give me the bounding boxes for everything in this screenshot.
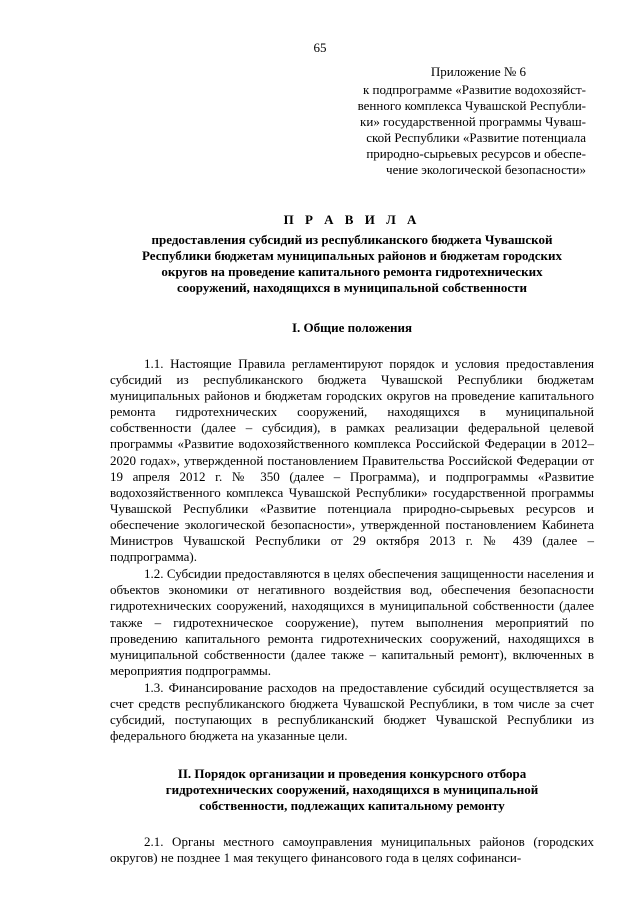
annex-header: [340, 64, 586, 178]
annex-line: ки» государственной программы Чуваш-: [360, 114, 586, 129]
paragraph-1-1: 1.1. Настоящие Правила регламентируют порядок и условия предоставления субсидий из республиканского бюджета Чувашской Республики бюджетам муниципальных районов и бюджетам городских округов на проведение капитального ремонта гидротехнических сооружений, находящихся в муниципальной собственности (далее – субсидия), в рамках реализации федеральной целевой программы «Развитие водохозяйственного комплекса Российской Федерации в 2012–2020 годах», утвержденной постановлением Правительства Российской Федерации от 19 апреля 2012 г. № 350 (далее – Программа), и подпрограммы «Развитие водохозяйственного комплекса Чувашской Республики» государственной программы Чувашской Республики «Развитие потенциала природно-сырьевых ресурсов и обеспечение экологической безопасности», утвержденной постановлением Кабинета Министров Чувашской Республики от 29 октября 2013 г. № 439 (далее – подпрограмма).: [110, 356, 594, 565]
subtitle-line: округов на проведение капитального ремонта гидротехнических: [161, 264, 543, 279]
annex-description: [340, 82, 586, 178]
paragraph-2-1: 2.1. Органы местного самоуправления муниципальных районов (городских округов) не позднее 1 мая текущего финансового года в целях софинанси-: [110, 834, 594, 866]
heading-line: II. Порядок организации и проведения конкурсного отбора: [177, 766, 527, 782]
subtitle-line: предоставления субсидий из республиканского бюджета Чувашской: [151, 232, 553, 247]
document-body: [110, 212, 594, 866]
section-1-heading: I. Общие положения: [292, 320, 412, 335]
subtitle-line: Республики бюджетам муниципальных районов и бюджетам городских: [142, 248, 562, 263]
paragraph-1-2: 1.2. Субсидии предоставляются в целях обеспечения защищенности населения и объектов экономики от негативного воздействия вод, обеспечения безопасности гидротехнических сооружений, находящихся в муниципальной собственности (далее также – гидротехническое сооружение), путем выполнения мероприятий по проведению капитального ремонта гидротехнических сооружений, находящихся в муниципальной собственности (далее также – капитальный ремонт), включенных в мероприятия подпрограммы.: [110, 566, 594, 678]
paragraph-1-3: 1.3. Финансирование расходов на предоставление субсидий осуществляется за счет средств республиканского бюджета Чувашской Республики, в том числе за счет субсидий, поступающих в республиканский бюджет Чувашской Республики из федерального бюджета на указанные цели.: [110, 679, 594, 744]
document-title: П Р А В И Л А: [283, 212, 421, 227]
page-number: 65: [313, 40, 327, 55]
section-2-heading: [110, 766, 594, 814]
subtitle-line: сооружений, находящихся в муниципальной собственности: [177, 280, 527, 295]
annex-line: ской Республики «Развитие потенциала: [366, 130, 586, 145]
annex-line: к подпрограмме «Развитие водохозяйст-: [362, 82, 586, 97]
heading-line: собственности, подлежащих капитальному ремонту: [199, 798, 505, 814]
annex-line: природно-сырьевых ресурсов и обеспе-: [366, 146, 586, 161]
document-subtitle: [110, 232, 594, 296]
heading-line: гидротехнических сооружений, находящихся в муниципальной: [165, 782, 539, 798]
annex-line: венного комплекса Чувашской Республи-: [357, 98, 586, 113]
annex-line: чение экологической безопасности»: [386, 162, 586, 177]
annex-title: Приложение № 6: [430, 64, 526, 79]
